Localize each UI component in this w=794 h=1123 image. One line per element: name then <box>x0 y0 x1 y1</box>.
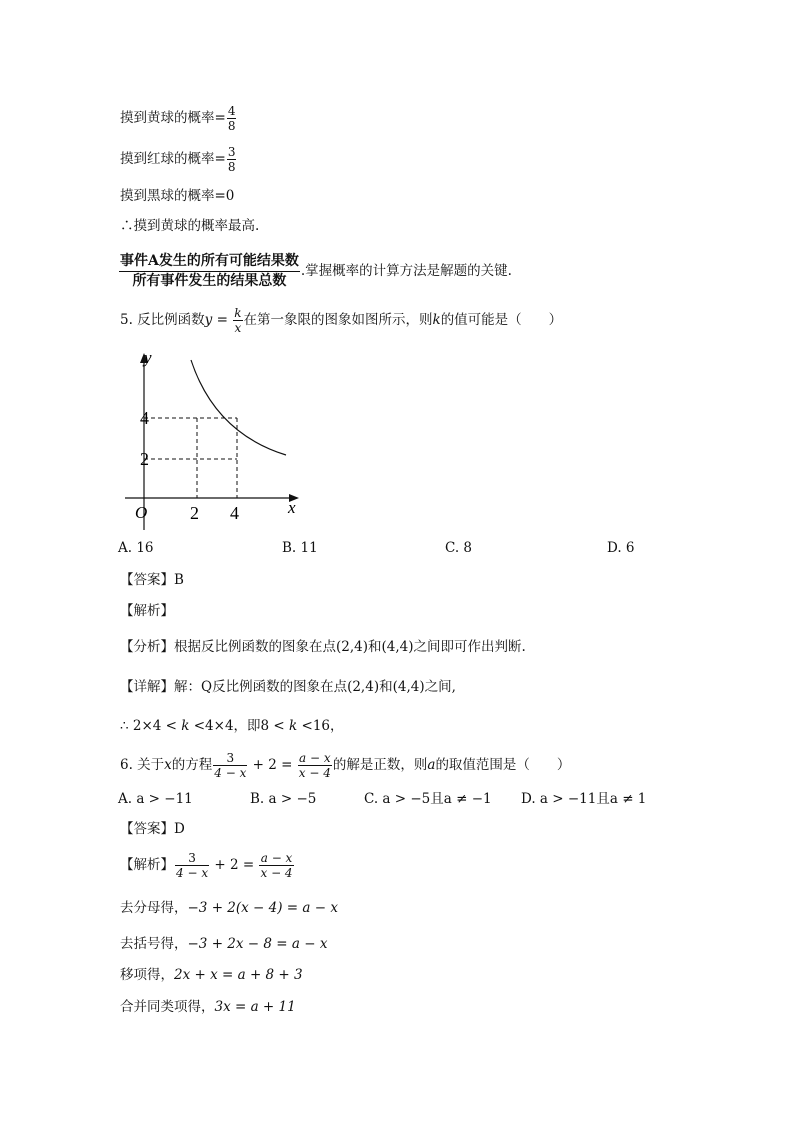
hyperbola-curve <box>191 360 286 455</box>
q6-analysis-plus: + 2 = <box>210 857 259 873</box>
numerator: 3 <box>227 145 236 159</box>
y-tick-2: 2 <box>140 449 149 469</box>
numerator: a − x <box>260 851 293 865</box>
probability-formula-fraction <box>119 252 300 291</box>
prob-black-line: 摸到黑球的概率=0 <box>120 188 235 204</box>
q6-option-c: C. a > −5且a ≠ −1 <box>364 791 492 807</box>
denominator: x − 4 <box>260 866 293 880</box>
q5-prefix: 5. 反比例函数 <box>120 312 205 328</box>
and-word: 和 <box>368 639 382 655</box>
q5-var: k <box>432 312 441 328</box>
step-equation: 2x + x = a + 8 + 3 <box>174 967 303 983</box>
point-2: (4,4) <box>381 639 414 655</box>
y-axis-label: y <box>144 348 152 367</box>
k-var: k <box>181 718 190 734</box>
q5-option-d: D. 6 <box>607 540 635 556</box>
step-equation: −3 + 2(x − 4) = a − x <box>187 900 338 916</box>
q6-var: x <box>164 757 172 773</box>
prob-red-label: 摸到红球的概率= <box>120 151 226 167</box>
step-label: 合并同类项得， <box>120 999 215 1015</box>
q5-func-lhs: y <box>204 312 213 328</box>
and-word: 和 <box>379 679 393 695</box>
x-axis-label: x <box>288 498 296 517</box>
numerator: a − x <box>299 751 331 765</box>
k-var: k <box>289 718 298 734</box>
step-label: 去分母得， <box>120 900 188 916</box>
y-tick-4: 4 <box>140 408 149 428</box>
q6-fraction-2 <box>298 751 332 780</box>
prob-yellow-line <box>120 104 237 133</box>
prob-yellow-fraction <box>227 104 237 133</box>
numerator: 3 <box>188 851 196 865</box>
inverse-function-graph <box>115 345 315 535</box>
denominator: 8 <box>227 119 236 133</box>
q6-option-b: B. a > −5 <box>250 791 317 807</box>
q5-answer: 【答案】B <box>120 572 184 588</box>
q6-suffix-2: 的取值范围是（ ） <box>435 757 571 773</box>
fenxi-prefix: 【分析】根据反比例函数的图象在点 <box>120 639 336 655</box>
q6-plus: + 2 = <box>248 757 297 773</box>
point-1: (2,4) <box>347 679 380 695</box>
q6-fraction-1 <box>213 751 247 780</box>
q5-fenxi <box>120 637 526 657</box>
q5-equals: = <box>212 312 233 328</box>
q6-analysis-label: 【解析】 <box>120 857 174 873</box>
q5-option-c: C. 8 <box>445 540 473 556</box>
q5-fraction <box>233 306 242 335</box>
denominator: 所有事件发生的结果总数 <box>119 271 300 291</box>
point-1: (2,4) <box>336 639 369 655</box>
detail-prefix: 【详解】解：Q反比例函数的图象在点 <box>120 679 348 695</box>
numerator: 3 <box>226 751 235 765</box>
result-prefix: ∴ 2×4 < <box>120 718 182 734</box>
q6-suffix-1: 的解是正数，则 <box>332 757 428 773</box>
q6-option-d: D. a > −11且a ≠ 1 <box>521 791 647 807</box>
step-equation: −3 + 2x − 8 = a − x <box>187 936 328 952</box>
result-middle: <4×4，即8 < <box>189 718 290 734</box>
denominator: 8 <box>227 160 236 174</box>
step-equation: 3x = a + 11 <box>214 999 296 1015</box>
q6-answer: 【答案】D <box>120 821 185 837</box>
step-4 <box>120 997 296 1017</box>
x-tick-4: 4 <box>230 503 239 523</box>
step-1 <box>120 898 338 918</box>
denominator: x − 4 <box>298 766 331 780</box>
origin-label: O <box>135 503 148 522</box>
q5-suffix: 的值可能是（ ） <box>440 312 563 328</box>
q5-result <box>120 716 344 736</box>
q5-option-a: A. 16 <box>118 540 154 556</box>
numerator: 事件A发生的所有可能结果数 <box>120 253 299 269</box>
prob-red-line <box>120 145 237 174</box>
step-label: 去括号得， <box>120 936 188 952</box>
q6-option-a: A. a > −11 <box>118 791 193 807</box>
q5-option-b: B. 11 <box>282 540 318 556</box>
denominator: 4 − x <box>176 866 209 880</box>
prob-red-fraction <box>227 145 237 174</box>
result-suffix: <16， <box>297 718 344 734</box>
point-2: (4,4) <box>392 679 425 695</box>
numerator: k <box>234 306 242 320</box>
question-6 <box>120 751 570 780</box>
detail-suffix: 之间, <box>424 679 456 695</box>
q6-a-var: a <box>427 757 436 773</box>
fenxi-suffix: 之间即可作出判断. <box>413 639 526 655</box>
q6-analysis <box>120 851 295 880</box>
step-3 <box>120 965 303 985</box>
q6-middle: 的方程 <box>171 757 213 773</box>
step-2 <box>120 934 327 954</box>
q6-prefix: 6. 关于 <box>120 757 165 773</box>
q6-analysis-fraction-2 <box>259 851 293 880</box>
q6-analysis-fraction-1 <box>175 851 209 880</box>
formula-tail: .掌握概率的计算方法是解题的关键. <box>300 263 512 279</box>
numerator: 4 <box>227 104 236 118</box>
question-5 <box>120 306 562 335</box>
conclusion-line: ∴摸到黄球的概率最高. <box>120 218 260 234</box>
q5-detail <box>120 677 456 697</box>
probability-formula-line <box>118 252 512 291</box>
step-label: 移项得， <box>120 967 174 983</box>
x-tick-2: 2 <box>190 503 199 523</box>
denominator: x <box>234 321 242 335</box>
q5-middle: 在第一象限的图象如图所示，则 <box>243 312 433 328</box>
prob-yellow-label: 摸到黄球的概率= <box>120 110 226 126</box>
q5-analysis-title: 【解析】 <box>120 603 174 619</box>
denominator: 4 − x <box>214 766 247 780</box>
